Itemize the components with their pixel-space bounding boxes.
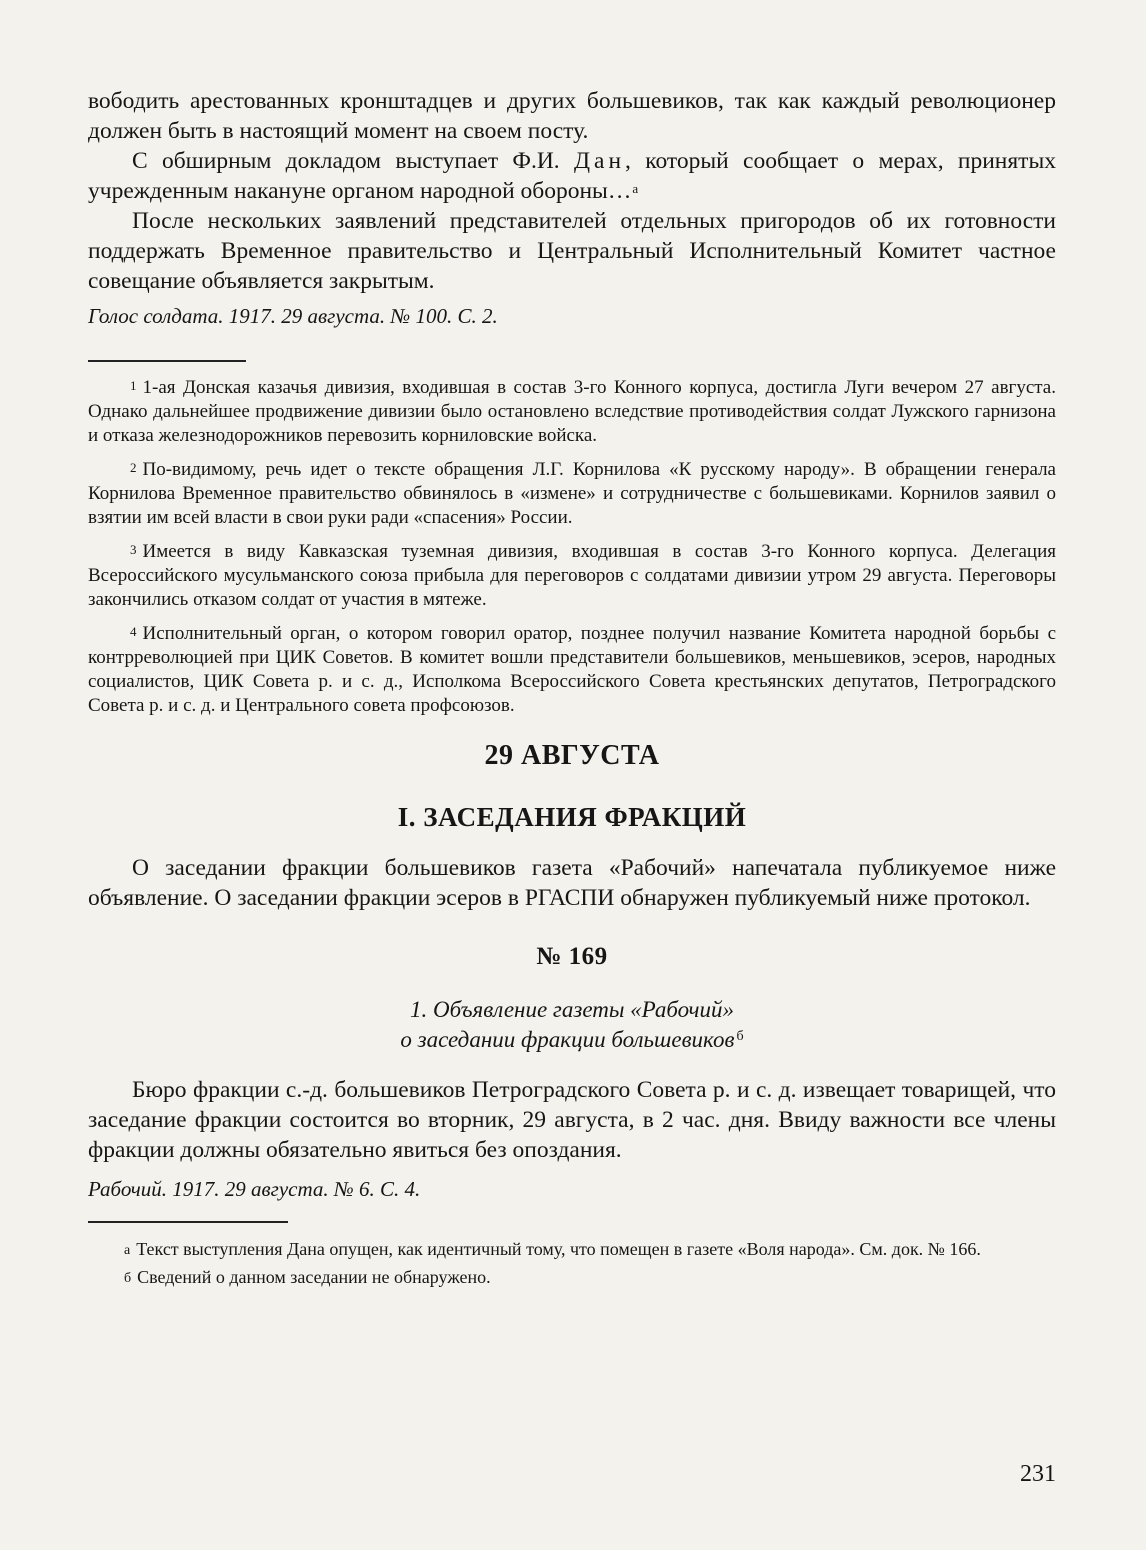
date-heading: 29 АВГУСТА: [484, 740, 660, 771]
letter-note-mark: б: [124, 1271, 132, 1286]
letter-notes-divider: [88, 1221, 288, 1223]
source-citation: Голос солдата. 1917. 29 августа. № 100. С. 2.: [88, 304, 498, 328]
letter-note-mark: а: [124, 1243, 131, 1258]
footnote: [88, 622, 1056, 718]
letter-note-text: Текст выступления Дана опущен, как идентичный тому, что помещен в газете «Воля народа». См. док. № 166.: [136, 1239, 981, 1259]
note-ref-b: б: [736, 1029, 744, 1044]
intro-paragraph: О заседании фракции большевиков газета «Рабочий» напечатала публикуемое ниже объявление. О заседании фракции эсеров в РГАСПИ обнаружен публикуемый ниже протокол.: [88, 855, 1056, 911]
paragraph-dan-after: , который сообщает о мерах, принятых учрежденным накануне органом народной обороны…: [88, 148, 1056, 204]
footnote-text: По-видимому, речь идет о тексте обращения Л.Г. Корнилова «К русскому народу». В обращении генерала Корнилова Временное правительство обвинялось в «измене» и сотрудничестве с большевиками. Корнилов заявил о взятии им всей власти в свои руки ради «спасения» России.: [88, 459, 1056, 528]
footnote-number: 3: [130, 542, 137, 557]
footnote-number: 2: [130, 460, 137, 475]
section-heading: I. ЗАСЕДАНИЯ ФРАКЦИЙ: [397, 802, 747, 832]
paragraph-continuation: вободить арестованных кронштадцев и других большевиков, так как каждый революционер должен быть в настоящий момент на своем посту.: [88, 88, 1056, 144]
footnote: [88, 376, 1056, 448]
footnote-text: Исполнительный орган, о котором говорил оратор, позднее получил название Комитета народной борьбы с контрреволюцией при ЦИК Советов. В комитет вошли представители большевиков, меньшевиков, эсеров, народных социалистов, ЦИК Совета р. и с. д., Исполкома Всероссийского Совета крестьянских депутатов, Петроградского Совета р. и с. д. и Центрального совета профсоюзов.: [88, 623, 1056, 716]
document-number: № 169: [536, 943, 608, 970]
footnote: [88, 540, 1056, 612]
speaker-name: Дан: [574, 148, 626, 174]
page-number: 231: [1020, 1461, 1056, 1487]
footnote: [88, 458, 1056, 530]
note-ref-a: а: [632, 181, 639, 196]
paragraph-dan-before: С обширным докладом выступает Ф.И.: [132, 148, 560, 174]
document-title-line: 1. Объявление газеты «Рабочий»: [410, 997, 734, 1022]
document-title: [88, 995, 1056, 1055]
letter-note-text: Сведений о данном заседании не обнаружено.: [137, 1267, 491, 1287]
letter-note: [88, 1237, 1056, 1261]
footnote-divider: [88, 360, 246, 362]
document-source: Рабочий. 1917. 29 августа. № 6. С. 4.: [88, 1177, 421, 1201]
letter-note: [88, 1265, 1056, 1289]
paragraph-closing: После нескольких заявлений представителей отдельных пригородов об их готовности поддержать Временное правительство и Центральный Исполнительный Комитет частное совещание объявляется закрытым.: [88, 208, 1056, 294]
footnote-text: 1-ая Донская казачья дивизия, входившая в состав 3-го Конного корпуса, достигла Луги вечером 27 августа. Однако дальнейшее продвижение дивизии было остановлено вследствие противодействия солдат Лужского гарнизона и отказа железнодорожников перевозить корниловские войска.: [88, 377, 1056, 446]
paragraph-dan-report: [88, 146, 1056, 206]
footnote-text: Имеется в виду Кавказская туземная дивизия, входившая в состав 3-го Конного корпуса. Делегация Всероссийского мусульманского союза прибыла для переговоров с солдатами дивизии утром 29 августа. Переговоры закончились отказом солдат от участия в мятеже.: [88, 541, 1056, 610]
footnote-number: 1: [130, 378, 137, 393]
footnote-number: 4: [130, 624, 137, 639]
document-title-text: о заседании фракции большевиков: [400, 1027, 735, 1052]
document-body: Бюро фракции с.-д. большевиков Петроградского Совета р. и с. д. извещает товарищей, что заседание фракции состоится во вторник, 29 августа, в 2 час. дня. Ввиду важности все члены фракции должны обязательно явиться без опоздания.: [88, 1077, 1056, 1163]
page-content: [88, 86, 1056, 1293]
document-title-line-2: [88, 1025, 1056, 1055]
